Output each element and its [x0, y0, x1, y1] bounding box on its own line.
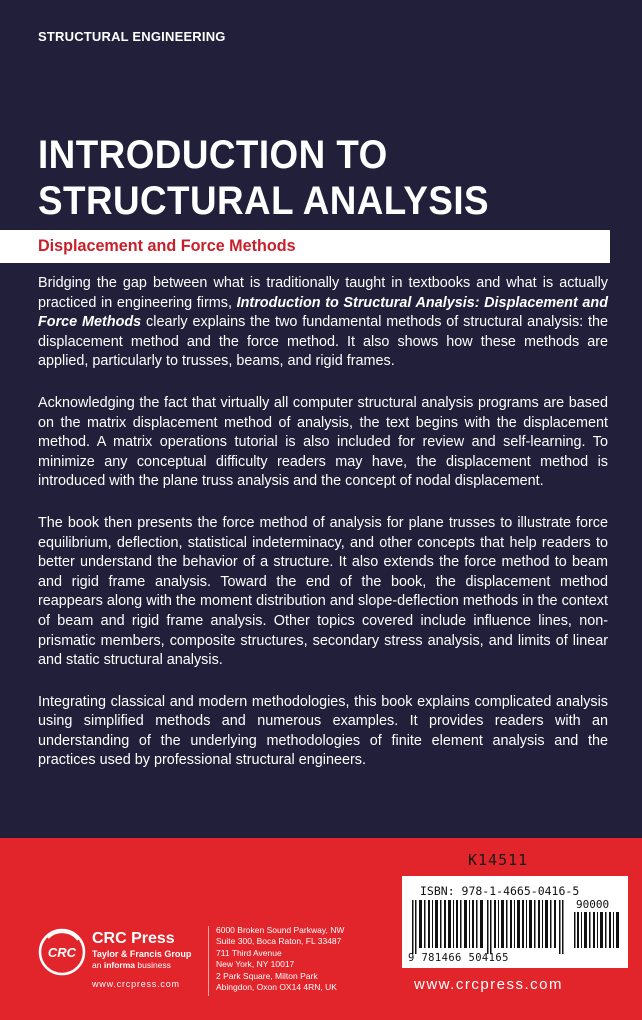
book-title [38, 132, 489, 224]
paragraph-4: Integrating classical and modern methodologies, this book explains complicated analysis using simplified methods and numerous examples. It provides readers with an understanding of the underlying methodologies of finite element analysis and the practices used by professional structural engineers. [38, 693, 608, 769]
publisher-brand [92, 930, 191, 971]
paragraph-2: Acknowledging the fact that virtually all computer structural analysis programs are based on the matrix displacement method of analysis, the text begins with the displacement method. A matrix operations tutorial is also included for review and self-learning. To minimize any conceptual difficulty readers may have, the displacement method is introduced with the plane truss analysis and the concept of nodal displacement. [38, 394, 608, 490]
business-brand: informa [103, 960, 135, 970]
paragraph-1-intro: Bridging the gap between what is traditionally taught in textbooks and what is actually practiced in engineering firms, [38, 275, 608, 311]
barcode-digits: 9 781466 504165 [408, 952, 509, 964]
crc-logo-icon [38, 928, 86, 976]
publisher-business [92, 960, 191, 971]
publisher-group: Taylor & Francis Group [92, 949, 192, 959]
business-suffix: business [135, 960, 171, 970]
title-line-1: INTRODUCTION TO [38, 133, 388, 177]
paragraph-3: The book then presents the force method of analysis for plane trusses to illustrate force equilibrium, deflection, statistical indeterminacy, and other concepts that help readers to better understand the behavior of a structure. It also extends the force method to beam and rigid frame analysis. Toward the end of the book, the displacement method reappears along with the moment distribution and slope-deflection methods in the context of beam and rigid frame analysis. Other topics covered include influence lines, non-prismatic members, composite structures, secondary stress analysis, and limits of linear and static structural analysis. [38, 514, 608, 669]
address-line: New York, NY 10017 [216, 958, 295, 969]
publisher-addresses [216, 925, 344, 992]
book-subtitle: Displacement and Force Methods [38, 236, 296, 255]
barcode-block [402, 876, 628, 968]
subtitle-band [0, 230, 610, 263]
title-line-2: STRUCTURAL ANALYSIS [38, 179, 490, 223]
address-line: 2 Park Square, Milton Park [216, 971, 318, 981]
catalog-code: K14511 [468, 851, 529, 869]
isbn-text: ISBN: 978-1-4665-0416-5 [420, 884, 580, 898]
publisher-name: CRC Press [92, 930, 175, 947]
website-url[interactable]: www.crcpress.com [414, 976, 564, 993]
address-line: 6000 Broken Sound Parkway, NW [216, 925, 345, 935]
address-line: 711 Third Avenue [216, 948, 282, 958]
paragraph-1-rest: clearly explains the two fundamental methods of structural analysis: the displacement method and the force method. It also shows how these methods are applied, particularly to trusses, beams, and rigid frames. [38, 314, 609, 370]
ean-barcode-icon [412, 900, 572, 954]
address-line: Abingdon, Oxon OX14 4RN, UK [216, 981, 337, 992]
divider [208, 926, 209, 996]
addon-barcode-icon [574, 912, 620, 948]
business-prefix: an [92, 960, 104, 970]
price-code: 90000 [576, 898, 610, 911]
paragraph-1 [38, 274, 608, 372]
description [38, 274, 608, 793]
publisher-website[interactable]: www.crcpress.com [92, 979, 180, 989]
publisher-band [0, 838, 642, 1020]
logo-text: CRC [47, 945, 77, 960]
series-label: STRUCTURAL ENGINEERING [38, 29, 226, 44]
address-line: Suite 300, Boca Raton, FL 33487 [216, 935, 342, 946]
paragraph-1-title: Introduction to Structural Analysis: Displacement and Force Methods [38, 294, 608, 331]
